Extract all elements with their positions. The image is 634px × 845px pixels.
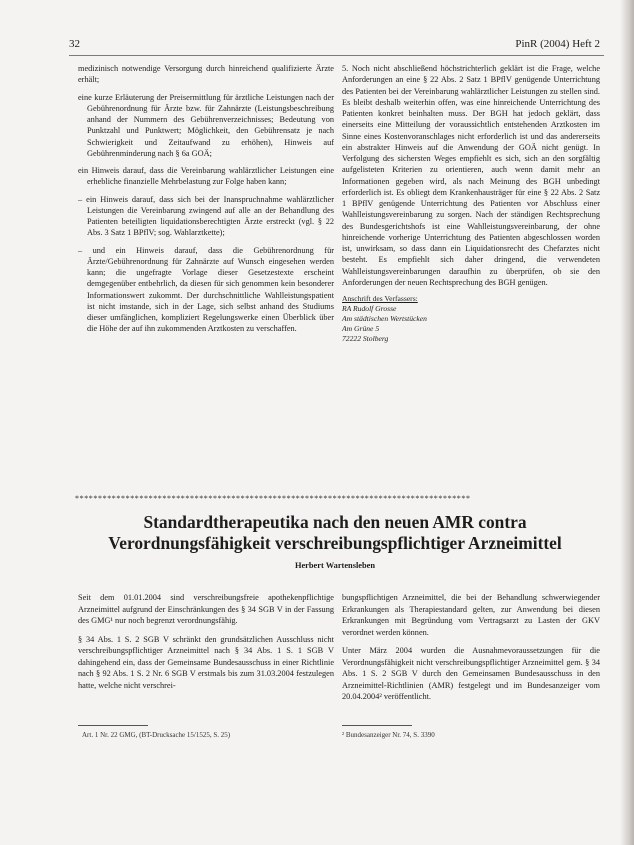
journal-header: PinR (2004) Heft 2	[515, 38, 600, 50]
article-paragraph: bungspflichtigen Arzneimittel, die bei der Behandlung schwerwiegender Erkrankungen als Therapiestandard gelten, zur Anwendung bei diesen Erkrankungen mit Begründung vom Vertragsarzt zu Lasten der GKV verordnet werden können.	[342, 593, 600, 637]
list-item: – und ein Hinweis darauf, dass die Gebührenordnung für Ärzte/Gebührenordnung für Zahnärzte auf Wunsch eingesehen werden kann; die ungefragte Vorlage dieser Gesetzestexte erscheint demgegenüber entbehrlich, da diesen für sich genommen kein besonderer Informationswert zukommt. Der durchschnittliche Wahlleistungspatient ist nicht imstande, sich in der Lage, sich selbst anhand des Studiums dieser umfänglichen, kompliziert Regelungswerke einen Überblick über die Höhe der auf ihn zukommenden Arztkosten zu verschaffen.	[78, 245, 334, 334]
footnote-rule	[78, 725, 148, 726]
right-column	[342, 63, 600, 344]
left-column	[78, 63, 334, 341]
footnote: ² Bundesanzeiger Nr. 74, S. 3390	[342, 731, 435, 739]
author-address-line: Am städtischen Wertstücken	[342, 314, 427, 323]
article-paragraph: Seit dem 01.01.2004 sind verschreibungsfreie apothekenpflichtige Arzneimittel aufgrund der Einschränkungen des § 34 SGB V in der Fassung des GMG¹ nur noch begrenzt verordnungsfähig.	[78, 593, 334, 625]
author-address-heading: Anschrift des Verfassers:	[342, 294, 418, 303]
section-separator: **************************************************************************************	[75, 494, 471, 503]
author-name: RA Rudolf Grosse	[342, 304, 397, 313]
article-author: Herbert Wartensleben	[294, 561, 376, 570]
list-item: eine kurze Erläuterung der Preisermittlung für ärztliche Leistungen nach der Gebührenordnung für Ärzte bzw. für Zahnärzte (Leistungsbeschreibung anhand der Nummern des Gebührenverzeichnisses; Bedeutung von Punktzahl und Punktwert; Möglichkeit, den Gebührensatz je nach Schwierigkeit und Zeitaufwand zu erhöhen), Hinweis auf Gebührenminderung nach § 6a GOÄ;	[78, 92, 334, 158]
article-title-line: Standardtherapeutika nach den neuen AMR contra	[143, 512, 527, 532]
intro-paragraph: medizinisch notwendige Versorgung durch hinreichend qualifizierte Ärzte erhält;	[78, 64, 334, 85]
list-item: – ein Hinweis darauf, dass sich bei der Inanspruchnahme wahlärztlicher Leistungen die Vereinbarung zwingend auf alle an der Behandlung des Patienten beteiligten liquidationsberechtigten Ärzte erstreckt (vgl. § 22 Abs. 3 Satz 1 BPflV; sog. Wahlarztkette);	[78, 194, 334, 238]
section-5-paragraph: 5. Noch nicht abschließend höchstrichterlich geklärt ist die Frage, welche Anforderungen an eine § 22 Abs. 2 Satz 1 BPflV genügende Unterrichtung des Patienten bei der Vereinbarung wahlärztlicher Leistungen zu stellen sind. Es bleibt deshalb weiterhin offen, was eine hinreichende Unterrichtung des Patienten konkret beinhalten muss. Der BGH hat jedoch geklärt, dass einerseits eine Mitteilung der voraussichtlich entstehenden Arztkosten im Sinne eines Kostenvoranschlages nicht erforderlich ist und das andererseits ein abstrakter Hinweis auf die Anwendung der GOÄ nicht genügt. In Verfolgung des sichersten Weges empfiehlt es sich, sich an den sorgfältig aufgelisteten Kriterien zu orientieren, auch wenn damit mehr an Informationen gegeben wird, als nach Meinung des BGH unbedingt erforderlich ist. Es obliegt dem Krankenhausträger für eine § 22 Abs. 2 Satz 1 BPflV genügende Unterrichtung des Patienten vor Abschluss einer Wahlleistungsvereinbarung zu sorgen. Nach der ständigen Rechtsprechung des Bundesgerichtshofs ist eine Wahlleistungsvereinbarung, der ohne hinreichende vorherige Unterrichtung des Patienten abgeschlossen worden ist, unwirksam, so dass dann ein Liquidationsrecht des Chefarztes nicht besteht. Es empfiehlt sich daher dringend, die verwendeten Wahlleistungsvereinbarungen daraufhin zu überprüfen, ob sie den Anforderungen der neuen Rechtsprechung des BGH genügen.	[342, 64, 600, 287]
article-paragraph: Unter März 2004 wurden die Ausnahmevoraussetzungen für die Verordnungsfähigkeit nicht verschreibungspflichtiger Arzneimittel gem. § 34 Abs. 1 S. 2 SGB V durch den Gemeinsamen Bundesausschuss in den Arzneimittel-Richtlinien (AMR) festgelegt und im Bundesanzeiger vom 20.04.2004² veröffentlicht.	[342, 646, 600, 701]
author-address	[342, 294, 600, 344]
page-number: 32	[69, 38, 80, 50]
header-rule	[69, 55, 604, 56]
article-left-column	[78, 592, 334, 698]
list-item: ein Hinweis darauf, dass die Vereinbarung wahlärztlicher Leistungen eine erhebliche finanzielle Mehrbelastung zur Folge haben kann;	[78, 166, 334, 187]
footnote-rule	[342, 725, 412, 726]
article-title-line: Verordnungsfähigkeit verschreibungspflichtiger Arzneimittel	[108, 533, 562, 553]
author-address-line: 72222 Stolberg	[342, 334, 389, 343]
article-right-column	[342, 592, 600, 710]
footnote: Art. 1 Nr. 22 GMG, (BT-Drucksache 15/1525, S. 25)	[82, 731, 231, 739]
article-title	[70, 512, 600, 554]
article-paragraph: § 34 Abs. 1 S. 2 SGB V schränkt den grundsätzlichen Ausschluss nicht verschreibungspflichtiger Arzneimittel nach § 34 Abs. 1 S. 1 SGB V dahingehend ein, dass der Gemeinsame Bundesausschuss in einer Richtlinie nach § 92 Abs. 1 S. 2 Nr. 6 SGB V erstmals bis zum 31.03.2004 festzulegen hatte, welche nicht verschrei-	[78, 634, 334, 690]
author-address-line: Am Grüne 5	[342, 324, 380, 333]
scan-shadow-edge	[620, 0, 634, 845]
